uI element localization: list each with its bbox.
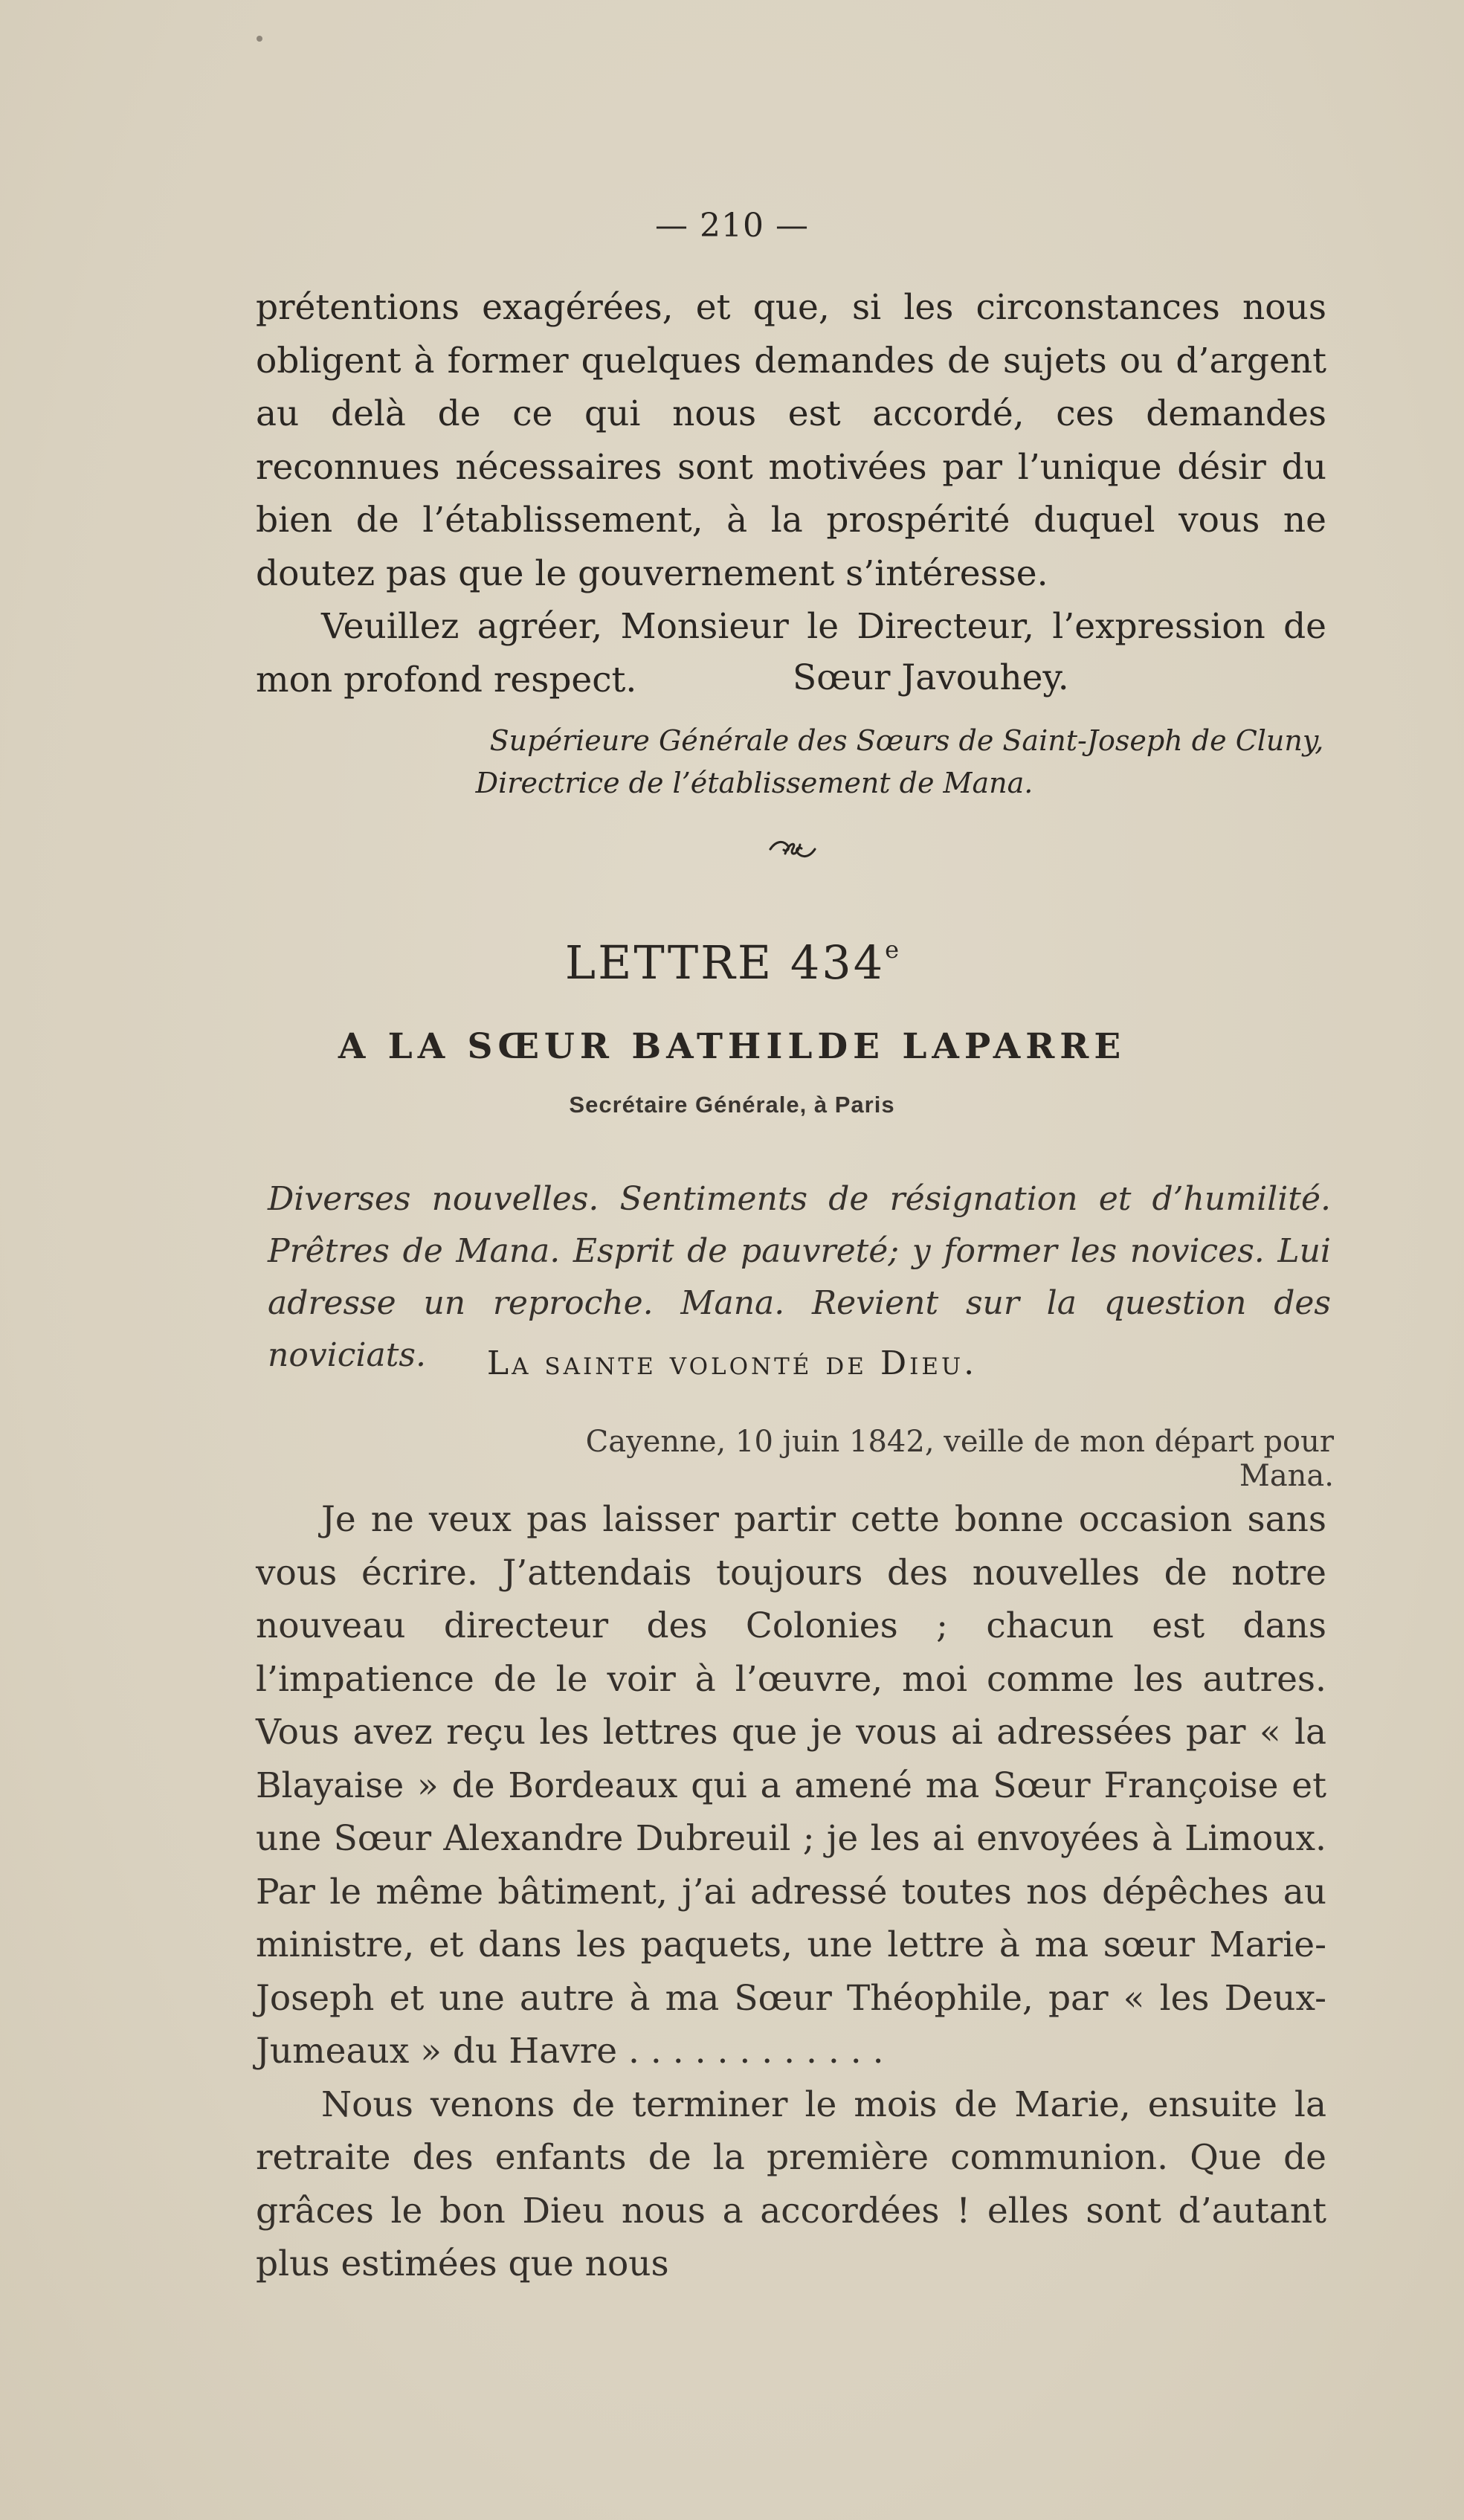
signature-name: Sœur Javouhey. xyxy=(793,657,1069,698)
previous-letter-ending xyxy=(256,281,1326,706)
closing-paragraph: prétentions exagérées, et que, si les circonstances nous obligent à former quelques demandes de sujets ou d’argent au delà de ce qui nous est accordé, ces demandes reconnues nécessaires sont motivées par l’unique désir du bien de l’établissement, à la prospérité duquel vous ne doutez pas que le gouvernement s’intéresse. xyxy=(256,287,1326,594)
signature-title-line1: Supérieure Générale des Sœurs de Saint-Joseph de Cluny, xyxy=(489,724,1324,757)
letter-motto: La sainte volonté de Dieu. xyxy=(486,1344,978,1382)
letter-body xyxy=(256,1493,1326,2291)
letter-dateline: Cayenne, 10 juin 1842, veille de mon départ pour Mana. xyxy=(585,1425,1334,1493)
letter-heading xyxy=(0,935,1464,990)
page-number: — 210 — xyxy=(655,207,809,245)
courtesy-paragraph: Veuillez agréer, Monsieur le Directeur, l’expression de mon profond respect. xyxy=(256,606,1326,700)
fleuron-ornament-icon xyxy=(767,836,818,863)
letter-number-suffix: e xyxy=(885,935,900,964)
letter-recipient: A LA SŒUR BATHILDE LAPARRE xyxy=(338,1026,1126,1067)
recipient-role: Secrétaire Générale, à Paris xyxy=(569,1092,895,1118)
signature-title xyxy=(0,720,1464,805)
letter-paragraph: Nous venons de terminer le mois de Marie, ensuite la retraite des enfants de la première communion. Que de grâces le bon Dieu nous a accordées ! elles sont d’autant plus estimées que nous xyxy=(256,2084,1326,2284)
letter-summary: Diverses nouvelles. Sentiments de résignation et d’humilité. Prêtres de Mana. Esprit de pauvreté; y former les novices. Lui adresse un reproche. Mana. Revient sur la question des noviciats. xyxy=(268,1180,1331,1374)
letter-paragraph: Je ne veux pas laisser partir cette bonne occasion sans vous écrire. J’attendais toujours des nouvelles de notre nouveau directeur des Colonies ; chacun est dans l’impatience de le voir à l’œuvre, moi comme les autres. Vous avez reçu les lettres que je vous ai adressées par « la Blayaise » de Bordeaux qui a amené ma Sœur Françoise et une Sœur Alexandre Dubreuil ; je les ai envoyées à Limoux. Par le même bâtiment, j’ai adressé toutes nos dépêches au ministre, et dans les paquets, une lettre à ma sœur Marie-Joseph et une autre à ma Sœur Théophile, par « les Deux-Jumeaux » du Havre . . . . . . . . . . . . xyxy=(256,1499,1326,2072)
paper-speck xyxy=(257,36,262,42)
signature-title-line2: Directrice de l’établissement de Mana. xyxy=(475,767,1033,799)
letter-number: LETTRE 434 xyxy=(564,935,886,990)
